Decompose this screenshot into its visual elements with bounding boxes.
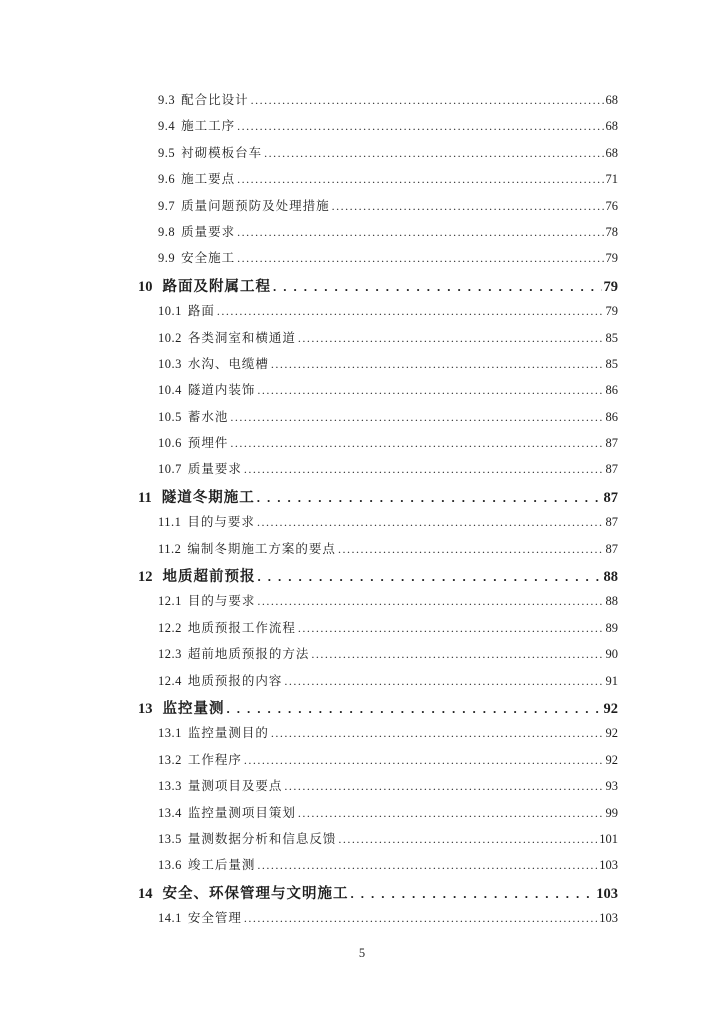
toc-entry-number: 10.5	[158, 409, 182, 424]
toc-entry	[138, 803, 618, 829]
toc-entry-title: 监控量测目的	[187, 726, 269, 741]
toc-entry-number: 13.5	[158, 831, 182, 846]
toc-entry-page: 92	[605, 752, 618, 767]
toc-entry-title: 施工要点	[181, 172, 236, 187]
toc-entry-page: 92	[603, 700, 618, 717]
dot-leader	[257, 383, 603, 398]
toc-entry	[138, 697, 618, 723]
toc-entry-title: 路面及附属工程	[162, 278, 271, 295]
toc-entry-page: 87	[605, 436, 618, 451]
toc-entry	[138, 776, 618, 802]
toc-entry-page: 101	[599, 831, 618, 846]
toc-entry-page: 76	[605, 198, 618, 213]
dot-leader	[264, 146, 603, 161]
toc-entry-title: 竣工后量测	[187, 858, 256, 873]
toc-entry-page: 87	[603, 489, 618, 506]
dot-leader	[257, 858, 597, 873]
toc-entry-number: 9.4	[158, 119, 176, 134]
toc-entry-title: 监控量测	[162, 700, 225, 717]
toc-entry-title: 目的与要求	[187, 515, 255, 530]
toc-entry-title: 目的与要求	[187, 594, 256, 609]
toc-entry-title: 监控量测项目策划	[187, 805, 296, 820]
toc-entry-title: 安全管理	[187, 911, 242, 926]
toc-entry-number: 13.4	[158, 805, 182, 820]
toc-entry-title: 质量要求	[181, 224, 236, 239]
toc-entry-number: 10.6	[158, 436, 182, 451]
toc-entry-number: 12.4	[158, 673, 182, 688]
toc-entry	[138, 90, 618, 116]
toc-entry-page: 68	[605, 145, 618, 160]
toc-entry-page: 85	[605, 356, 618, 371]
footer-page-number: 5	[358, 946, 366, 960]
toc-entry-number: 11.1	[158, 515, 182, 530]
dot-leader	[251, 93, 604, 108]
toc-entry	[138, 882, 618, 908]
toc-entry-number: 9.3	[158, 93, 176, 107]
toc-entry-page: 87	[605, 462, 618, 477]
dot-leader	[227, 701, 602, 718]
toc-entry-page: 68	[605, 93, 618, 107]
toc-entry-page: 87	[605, 541, 618, 556]
table-of-contents	[138, 90, 618, 935]
toc-entry-number: 12	[138, 569, 153, 586]
toc-entry-page: 71	[605, 172, 618, 187]
dot-leader	[230, 410, 603, 425]
toc-entry	[138, 248, 618, 274]
dot-leader	[284, 674, 603, 689]
toc-entry	[138, 618, 618, 644]
toc-entry-number: 12.3	[158, 647, 182, 662]
toc-entry	[138, 196, 618, 222]
toc-entry-number: 13	[138, 700, 153, 717]
toc-entry-title: 安全施工	[181, 251, 236, 266]
toc-entry-page: 86	[605, 409, 618, 424]
toc-entry-title: 编制冬期施工方案的要点	[187, 541, 336, 556]
toc-entry-title: 施工工序	[181, 119, 236, 134]
toc-entry	[138, 644, 618, 670]
toc-entry-page: 88	[605, 594, 618, 609]
toc-entry-page: 92	[605, 726, 618, 741]
dot-leader	[244, 462, 604, 477]
toc-entry	[138, 591, 618, 617]
toc-entry-title: 安全、环保管理与文明施工	[162, 885, 349, 902]
toc-entry-title: 衬砌模板台车	[181, 145, 263, 160]
dot-leader	[311, 647, 603, 662]
dot-leader	[230, 436, 603, 451]
toc-entry-page: 89	[605, 620, 618, 635]
toc-entry-title: 各类洞室和横通道	[187, 330, 296, 345]
toc-entry-number: 10	[138, 278, 153, 295]
toc-entry	[138, 908, 618, 934]
toc-entry-number: 9.6	[158, 172, 176, 187]
toc-entry-title: 配合比设计	[181, 93, 249, 107]
toc-entry-title: 质量要求	[187, 462, 242, 477]
dot-leader	[237, 251, 603, 266]
toc-entry	[138, 512, 618, 538]
toc-entry-number: 13.2	[158, 752, 182, 767]
toc-entry-title: 地质预报工作流程	[187, 620, 296, 635]
toc-entry-number: 9.9	[158, 251, 176, 266]
toc-entry-title: 地质超前预报	[162, 569, 256, 586]
toc-entry-page: 88	[603, 569, 618, 586]
toc-entry	[138, 407, 618, 433]
toc-entry-title: 量测项目及要点	[187, 779, 283, 794]
toc-entry	[138, 301, 618, 327]
dot-leader	[298, 621, 604, 636]
toc-entry	[138, 829, 618, 855]
toc-entry	[138, 169, 618, 195]
toc-entry-number: 9.7	[158, 198, 176, 213]
toc-entry-number: 11	[138, 489, 152, 506]
toc-entry-number: 10.3	[158, 356, 182, 371]
toc-entry-title: 路面	[187, 304, 215, 319]
toc-entry	[138, 750, 618, 776]
toc-entry	[138, 380, 618, 406]
toc-entry-title: 隧道冬期施工	[161, 489, 255, 506]
toc-entry-title: 工作程序	[187, 752, 242, 767]
dot-leader	[271, 726, 604, 741]
toc-entry-page: 87	[605, 515, 618, 530]
dot-leader	[244, 753, 604, 768]
dot-leader	[332, 199, 604, 214]
dot-leader	[271, 357, 604, 372]
toc-entry-page: 85	[605, 330, 618, 345]
toc-entry	[138, 671, 618, 697]
toc-entry-title: 隧道内装饰	[187, 383, 256, 398]
toc-entry-number: 10.1	[158, 304, 182, 319]
toc-entry-page: 103	[599, 858, 618, 873]
toc-entry-page: 103	[596, 885, 618, 902]
toc-entry	[138, 855, 618, 881]
dot-leader	[257, 594, 603, 609]
toc-entry-number: 10.4	[158, 383, 182, 398]
dot-leader	[217, 304, 604, 319]
toc-entry	[138, 723, 618, 749]
dot-leader	[298, 806, 604, 821]
toc-entry	[138, 486, 618, 512]
toc-entry	[138, 354, 618, 380]
toc-entry-number: 13.3	[158, 779, 182, 794]
toc-entry-number: 10.2	[158, 330, 182, 345]
toc-entry-page: 79	[605, 304, 618, 319]
toc-entry	[138, 275, 618, 301]
toc-entry-number: 14.1	[158, 911, 182, 926]
toc-entry	[138, 433, 618, 459]
dot-leader	[351, 886, 595, 903]
toc-entry-page: 79	[605, 251, 618, 266]
toc-entry	[138, 328, 618, 354]
toc-entry-title: 量测数据分析和信息反馈	[187, 831, 337, 846]
toc-entry-number: 9.8	[158, 224, 176, 239]
toc-entry-number: 9.5	[158, 145, 176, 160]
dot-leader	[338, 542, 604, 557]
dot-leader	[338, 832, 597, 847]
toc-entry-title: 蓄水池	[187, 409, 229, 424]
toc-entry-page: 90	[605, 647, 618, 662]
toc-entry	[138, 565, 618, 591]
toc-entry	[138, 539, 618, 565]
toc-entry	[138, 116, 618, 142]
toc-entry-number: 14	[138, 885, 153, 902]
dot-leader	[298, 331, 604, 346]
toc-entry-number: 12.2	[158, 620, 182, 635]
toc-entry-page: 79	[603, 278, 618, 295]
toc-entry-page: 103	[599, 911, 618, 926]
dot-leader	[244, 911, 597, 926]
toc-entry-number: 13.1	[158, 726, 182, 741]
dot-leader	[284, 779, 603, 794]
toc-entry	[138, 143, 618, 169]
toc-entry-title: 预埋件	[187, 436, 229, 451]
toc-entry-number: 10.7	[158, 462, 182, 477]
toc-entry-title: 地质预报的内容	[187, 673, 283, 688]
dot-leader	[257, 515, 604, 530]
toc-entry-title: 质量问题预防及处理措施	[181, 198, 330, 213]
toc-entry-page: 91	[605, 673, 618, 688]
dot-leader	[273, 279, 602, 296]
dot-leader	[257, 490, 602, 507]
toc-entry-page: 78	[605, 224, 618, 239]
dot-leader	[237, 225, 603, 240]
toc-entry-page: 99	[605, 805, 618, 820]
dot-leader	[237, 172, 603, 187]
toc-entry	[138, 222, 618, 248]
toc-entry-page: 86	[605, 383, 618, 398]
toc-entry-number: 13.6	[158, 858, 182, 873]
toc-entry-page: 93	[605, 779, 618, 794]
toc-entry-number: 12.1	[158, 594, 182, 609]
toc-entry	[138, 459, 618, 485]
dot-leader	[237, 119, 603, 134]
dot-leader	[258, 569, 602, 586]
toc-entry-number: 11.2	[158, 541, 182, 556]
toc-entry-page: 68	[605, 119, 618, 134]
toc-entry-title: 水沟、电缆槽	[187, 356, 269, 371]
toc-entry-title: 超前地质预报的方法	[187, 647, 310, 662]
